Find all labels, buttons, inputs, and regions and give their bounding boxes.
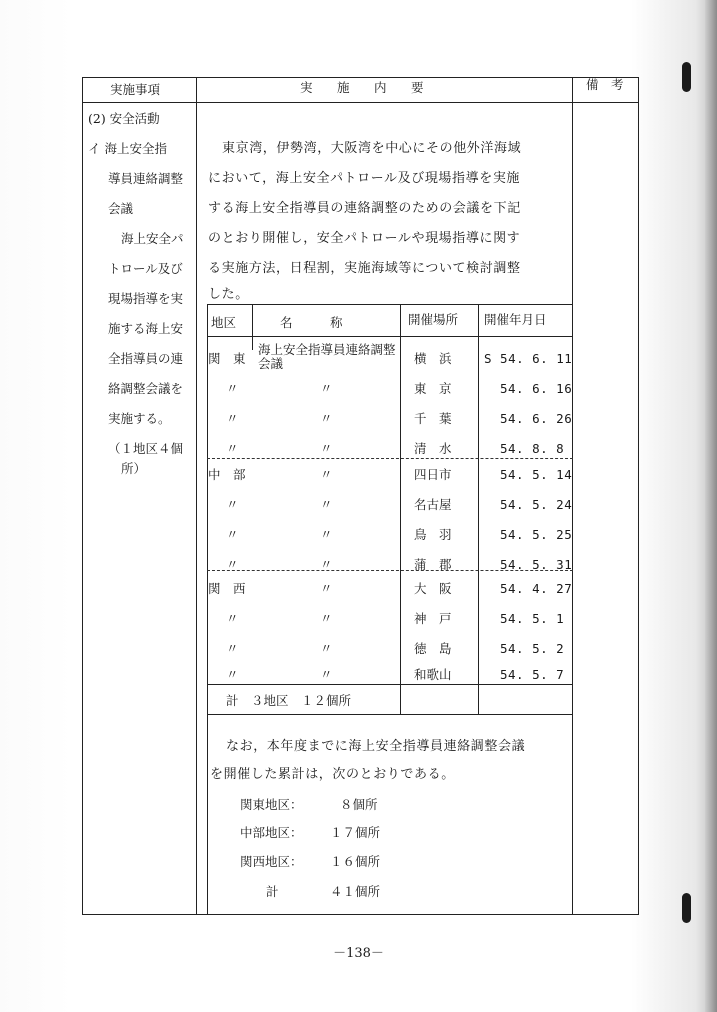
row-name-ditto: 〃: [320, 667, 333, 682]
row-region: 〃: [226, 667, 239, 682]
summary-value: ４１個所: [330, 884, 381, 899]
row-name-ditto: 〃: [320, 581, 333, 596]
row-region: 〃: [226, 557, 239, 572]
summary-label: 計: [266, 884, 279, 899]
table-col-line: [252, 304, 253, 350]
row-region: 関 西: [208, 581, 246, 596]
table-col-line: [400, 304, 401, 714]
region-separator: [207, 458, 573, 459]
row-date: 54. 5. 31: [500, 557, 573, 572]
row-place: 神 戸: [414, 611, 452, 626]
row-place: 東 京: [414, 381, 452, 396]
column-divider: [196, 77, 197, 915]
row-date: 54. 6. 26: [500, 411, 573, 426]
row-name-ditto: 〃: [320, 441, 333, 456]
left-line: 絡調整会議を: [108, 381, 184, 396]
row-date: S 54. 6. 11: [484, 351, 573, 366]
row-place: 蒲 郡: [414, 557, 452, 572]
left-line: 施する海上安: [108, 321, 184, 336]
left-line: 実施する。: [108, 411, 171, 426]
summary-line: なお，本年度までに海上安全指導員連絡調整会議: [226, 739, 526, 754]
left-line: 会議: [108, 201, 134, 216]
row-place: 和歌山: [414, 667, 452, 682]
row-name-ditto: 〃: [320, 411, 333, 426]
intro-line: した。: [208, 287, 249, 302]
th-place: 開催場所: [408, 312, 459, 327]
summary-value: １７個所: [330, 825, 381, 840]
header-implementation-item: 実施事項: [110, 82, 161, 97]
row-place: 大 阪: [414, 581, 452, 596]
summary-line: を開催した累計は，次のとおりである。: [210, 767, 455, 782]
header-remarks: 備 考: [586, 77, 624, 92]
left-line: （１地区４個: [108, 441, 184, 456]
row-place: 横 浜: [414, 351, 452, 366]
table-body-bottom: [207, 684, 573, 685]
summary-value: １６個所: [330, 854, 381, 869]
row-region: 〃: [226, 611, 239, 626]
row-name-ditto: 〃: [320, 381, 333, 396]
left-line: 海上安全パ: [121, 231, 184, 246]
summary-label: 中部地区：: [240, 825, 303, 840]
row-name-ditto: 〃: [320, 497, 333, 512]
row-place: 鳥 羽: [414, 527, 452, 542]
summary-label: 関西地区：: [240, 854, 303, 869]
table-top-line: [207, 304, 573, 305]
row-place: 清 水: [414, 441, 452, 456]
row-date: 54. 5. 24: [500, 497, 573, 512]
row-place: 千 葉: [414, 411, 452, 426]
row-region: 中 部: [208, 467, 246, 482]
th-date: 開催年月日: [484, 312, 547, 327]
intro-line: のとおり開催し，安全パトロールや現場指導に関す: [208, 231, 521, 246]
row-name-ditto: 〃: [320, 467, 333, 482]
left-line: 導員連絡調整: [108, 171, 184, 186]
row-region: 〃: [226, 411, 239, 426]
left-line: 現場指導を実: [108, 291, 184, 306]
row-date: 54. 4. 27: [500, 581, 573, 596]
left-line: 全指導員の連: [108, 351, 184, 366]
row-date: 54. 8. 8: [500, 441, 565, 456]
intro-line: において，海上安全パトロール及び現場指導を実施: [208, 171, 521, 186]
row-name-ditto: 〃: [320, 611, 333, 626]
row-date: 54. 6. 16: [500, 381, 573, 396]
row-place: 四日市: [414, 467, 452, 482]
table-header-line: [207, 336, 573, 337]
row-date: 54. 5. 7: [500, 667, 565, 682]
table-col-line: [478, 304, 479, 714]
summary-label: 関東地区：: [240, 797, 303, 812]
header-divider: [82, 102, 639, 103]
summary-value: ８個所: [340, 797, 378, 812]
intro-line: 東京湾，伊勢湾，大阪湾を中心にその他外洋海域: [222, 141, 522, 156]
left-line: (2) 安全活動: [88, 111, 160, 126]
table-total-bottom: [207, 714, 573, 715]
inner-table-left: [207, 304, 208, 915]
row-region: 〃: [226, 641, 239, 656]
column-divider: [572, 77, 573, 915]
row-region: 〃: [226, 441, 239, 456]
row-name-ditto: 〃: [320, 641, 333, 656]
left-line: イ 海上安全指: [88, 141, 167, 156]
row-date: 54. 5. 2: [500, 641, 565, 656]
binding-hole: [682, 893, 691, 923]
left-line: トロール及び: [108, 261, 183, 276]
page-edge-shadow: [705, 0, 717, 1012]
th-region: 地区: [211, 315, 237, 330]
header-contents: 実 施 内 要: [300, 80, 430, 95]
row-place: 徳 島: [414, 641, 452, 656]
intro-line: する海上安全指導員の連絡調整のための会議を下記: [208, 201, 521, 216]
row-name-ditto: 〃: [320, 527, 333, 542]
page-number: －138－: [333, 946, 384, 961]
row-date: 54. 5. 1: [500, 611, 565, 626]
row-region: 関 東: [208, 351, 246, 366]
row-region: 〃: [226, 497, 239, 512]
row-region: 〃: [226, 381, 239, 396]
table-total: 計 ３地区 １２個所: [226, 693, 352, 708]
row-date: 54. 5. 25: [500, 527, 573, 542]
row-place: 名古屋: [414, 497, 452, 512]
binding-hole: [682, 62, 691, 92]
intro-line: る実施方法，日程割，実施海域等について検討調整: [208, 261, 521, 276]
row-region: 〃: [226, 527, 239, 542]
row-name-ditto: 〃: [320, 557, 333, 572]
meeting-name: 海上安全指導員連絡調整会議: [258, 342, 396, 371]
row-date: 54. 5. 14: [500, 467, 573, 482]
left-line: 所）: [121, 461, 147, 476]
th-name: 名 称: [280, 315, 343, 330]
